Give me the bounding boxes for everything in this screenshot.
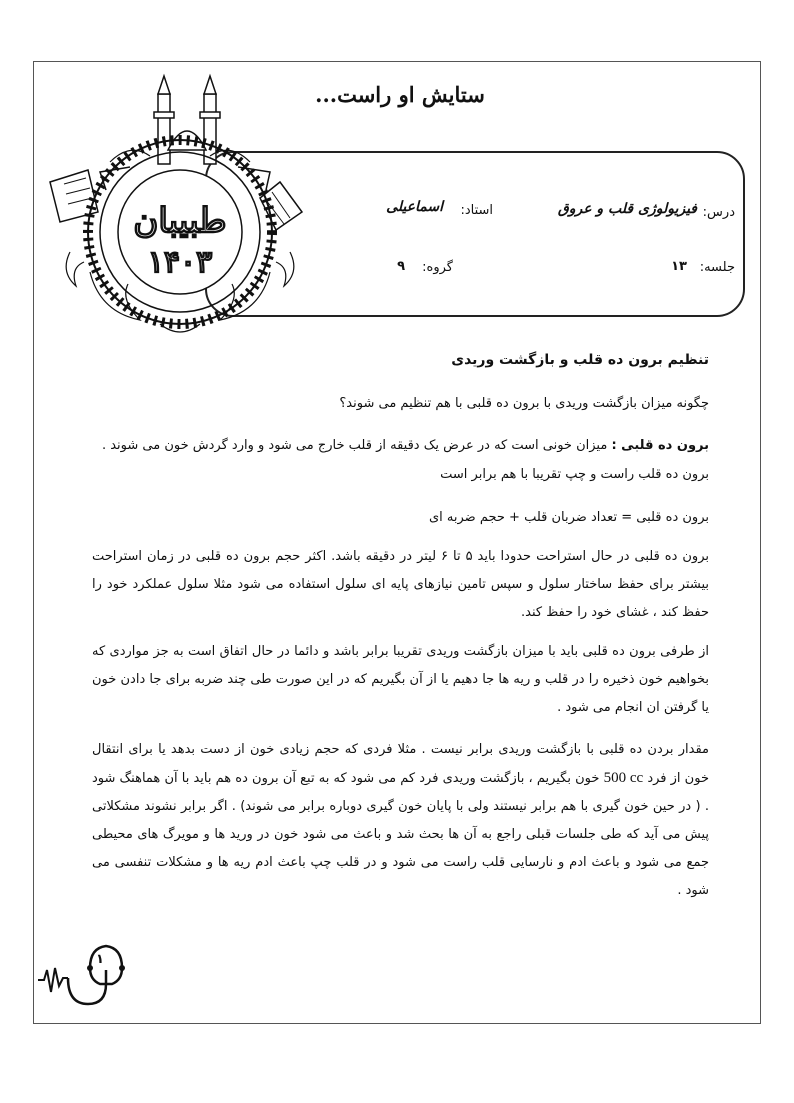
formula-text: برون ده قلبی = تعداد ضربان قلب + حجم ضربه ای	[428, 510, 709, 525]
course-value: فیزیولوژی قلب و عروق	[557, 201, 697, 217]
section-title: تنظیم برون ده قلب و بازگشت وریدی	[451, 352, 709, 368]
definition-term: برون ده قلبی :	[611, 438, 709, 453]
group-value: ۹	[397, 259, 405, 274]
page-number: ۱	[96, 952, 104, 967]
definition-text: میزان خونی است که در عرض یک دقیقه از قلب خارج می شود و وارد گردش خون می شوند .	[101, 438, 612, 453]
definition-paragraph	[92, 432, 709, 460]
paragraph-imbalance	[92, 736, 709, 905]
session-label: جلسه:	[699, 260, 735, 275]
para3-before: مقدار بردن ده قلبی با بازگشت وریدی برابر نیست . مثلا فردی که حجم زیادی خون از دست بدهد یا برای انتقال خون از فرد	[92, 742, 709, 786]
blood-volume-value: 500 cc	[603, 770, 644, 786]
stethoscope-icon	[36, 940, 146, 1010]
paragraph-venous-return: از طرفی برون ده قلبی باید با میزان بازگشت وریدی تقریبا برابر باشد و دائما در حال اتفاق است به جز مواردی که بخواهیم خون ذخیره را در قلب و ریه ها جا دهیم یا از آن بگیریم که در این صورت طی چند ضربه برای جا دادن خون یا گرفتن ان انجام می شود .	[92, 644, 709, 715]
teacher-value: اسماعیلی	[386, 199, 443, 215]
emblem-logo	[40, 72, 310, 342]
emblem-title: طبیبان	[133, 201, 227, 241]
question-text: چگونه میزان بازگشت وریدی با برون ده قلبی با هم تنظیم می شوند؟	[339, 396, 709, 411]
paragraph-rest-output: برون ده قلبی در حال استراحت حدودا باید ۵ تا ۶ لیتر در دقیقه باشد. اکثر حجم برون ده قلبی در زمان استراحت بیشتر برای حفظ ساختار سلول و سپس تامین نیازهای پایه ای سلول استفاده می شود مثلا سلول عملکرد خود را حفظ کند ، غشای خود را حفظ کند.	[92, 549, 709, 620]
teacher-label: استاد:	[460, 203, 493, 218]
motto-heading: ستایش او راست...	[315, 82, 485, 107]
emblem-year: ۱۴۰۳	[147, 245, 213, 280]
course-label: درس:	[702, 205, 735, 220]
session-value: ۱۳	[671, 259, 687, 274]
group-label: گروه:	[422, 260, 453, 275]
definition-note: برون ده قلب راست و چپ تقریبا با هم برابر است	[440, 467, 709, 482]
para3-after: خون بگیریم ، بازگشت وریدی فرد کم می شود که به تبع آن برون ده هم باید با آن هماهنگ شود . ( در حین خون گیری با هم برابر نیستند ولی با پایان خون گیری دوباره برابر می شوند) . اگر برابر نشوند مشکلاتی پیش می آید که طی جلسات قبلی راجع به آن ها بحث شد و باعث می شود خون در ورید ها و مویرگ های محیطی جمع می شود و باعث ادم و نارسایی قلب راست می شود و در قلب چپ باعث ادم ریه ها و مشکلات تنفسی می شود .	[92, 771, 709, 898]
